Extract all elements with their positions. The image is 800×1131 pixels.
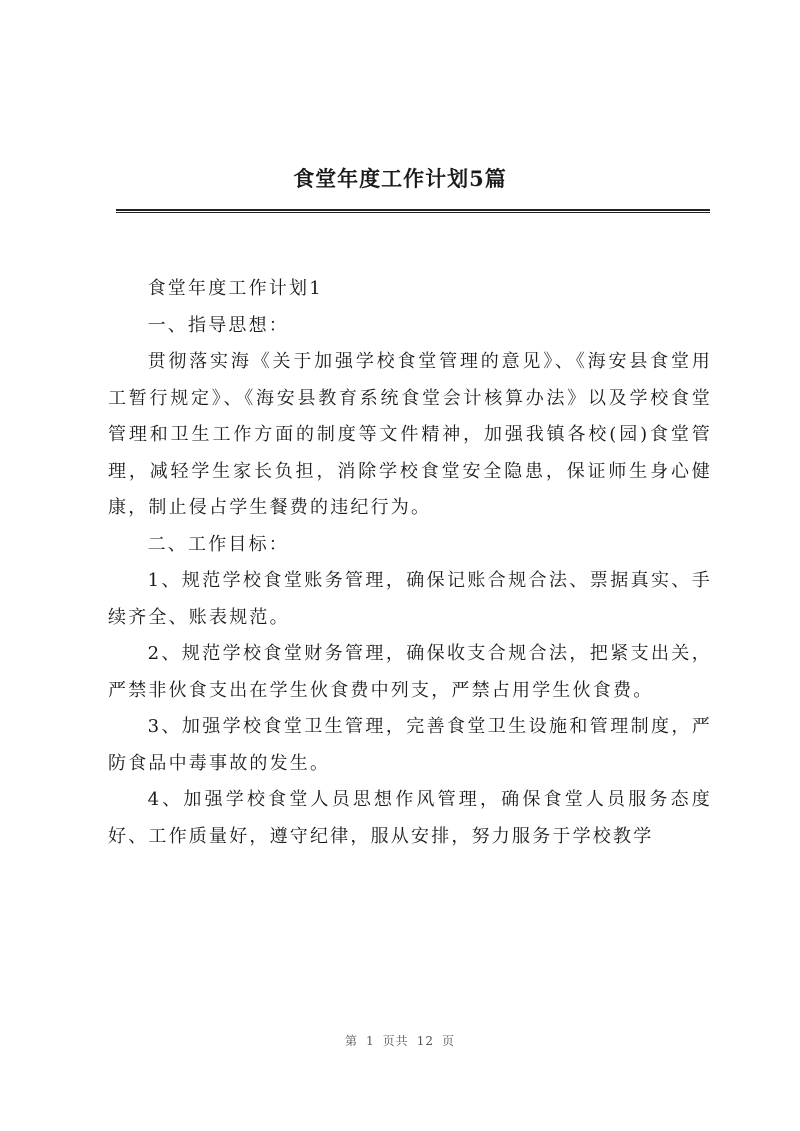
footer-total-pages: 12 bbox=[416, 1034, 434, 1048]
paragraph: 贯彻落实海《关于加强学校食堂管理的意见》、《海安县食堂用工暂行规定》、《海安县教育系统食堂会计核算办法》以及学校食堂管理和卫生工作方面的制度等文件精神，加强我镇各校(园)食堂管理，减轻学生家长负担，消除学校食堂安全隐患，保证师生身心健康，制止侵占学生餐费的违纪行为。 bbox=[108, 351, 712, 518]
title-underline bbox=[116, 209, 710, 213]
footer-middle: 页共 bbox=[382, 1034, 409, 1048]
paragraph: 1、规范学校食堂账务管理，确保记账合规合法、票据真实、手续齐全、账表规范。 bbox=[108, 570, 712, 628]
footer-page-number: 1 bbox=[366, 1034, 375, 1048]
document-title: 食堂年度工作计划5篇 bbox=[293, 166, 507, 191]
paragraph: 一、指导思想： bbox=[147, 314, 289, 336]
paragraph: 二、工作目标： bbox=[147, 533, 289, 555]
paragraph: 4、加强学校食堂人员思想作风管理，确保食堂人员服务态度好、工作质量好，遵守纪律，服从安排，努力服务于学校教学 bbox=[108, 789, 712, 847]
document-body bbox=[108, 271, 712, 855]
footer-suffix: 页 bbox=[441, 1034, 455, 1048]
footer-prefix: 第 bbox=[345, 1034, 359, 1048]
paragraph: 3、加强学校食堂卫生管理，完善食堂卫生设施和管理制度，严防食品中毒事故的发生。 bbox=[108, 716, 712, 774]
page-footer bbox=[0, 1032, 800, 1049]
paragraph: 2、规范学校食堂财务管理，确保收支合规合法，把紧支出关，严禁非伙食支出在学生伙食费中列支，严禁占用学生伙食费。 bbox=[108, 643, 712, 701]
section-heading: 食堂年度工作计划1 bbox=[147, 278, 323, 299]
